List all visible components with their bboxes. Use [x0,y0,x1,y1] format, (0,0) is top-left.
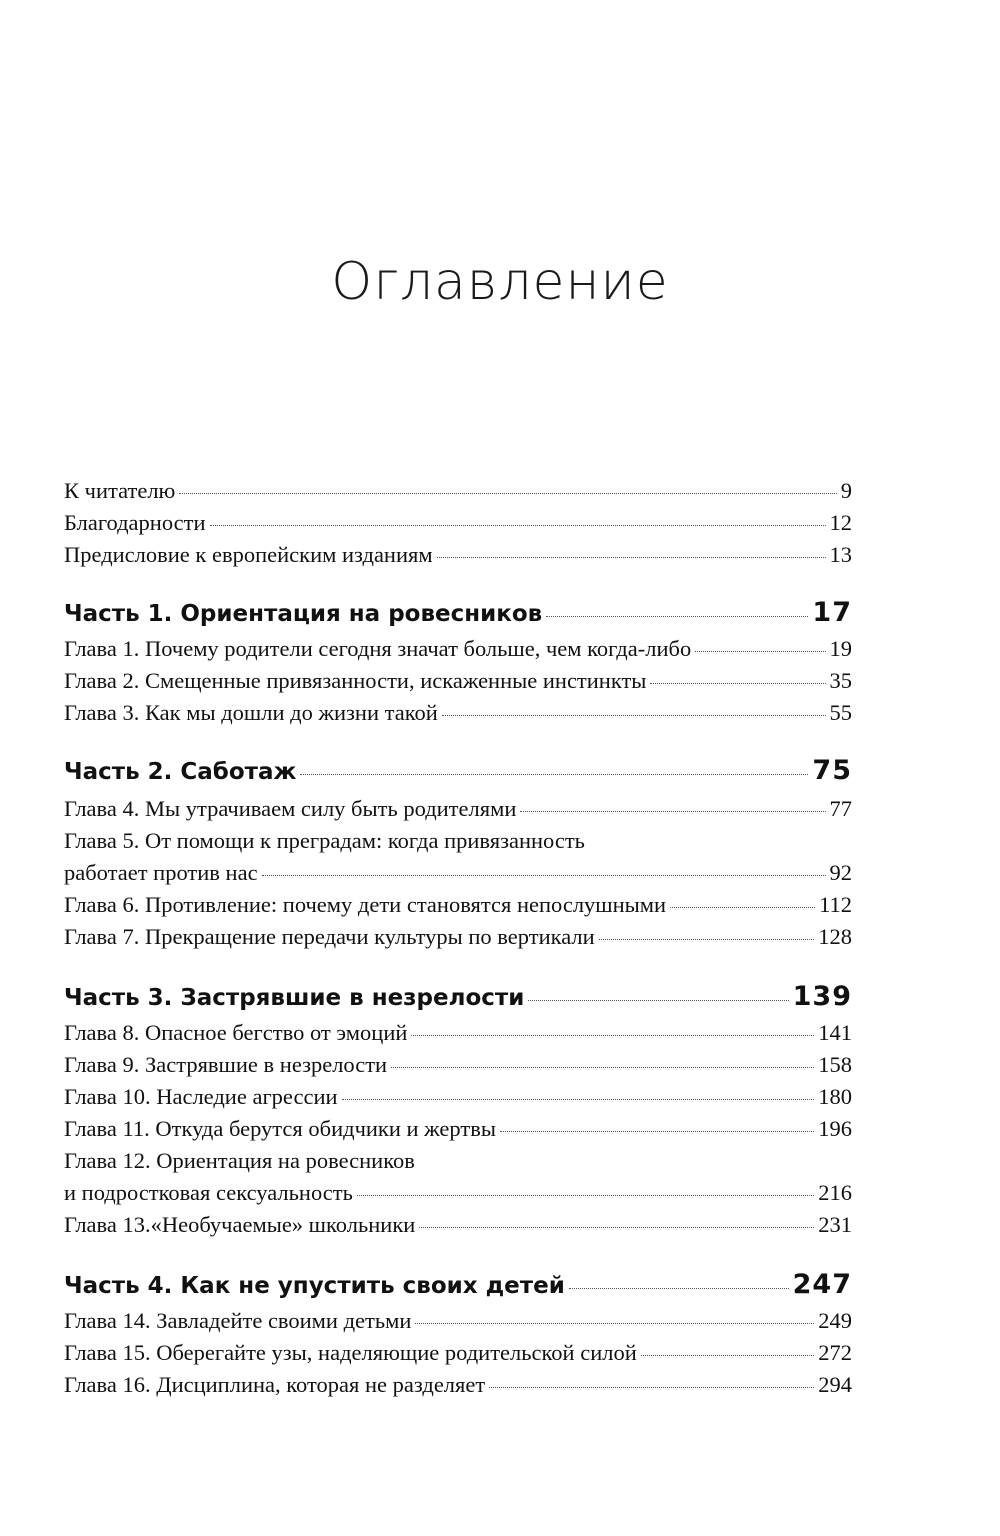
toc-entry-label: Глава 7. Прекращение передачи культуры по вертикали [64,924,595,949]
dot-leader [419,1227,814,1228]
toc-entry-label: Глава 2. Смещенные привязанности, искаженные инстинкты [64,668,647,693]
dot-leader [569,1288,789,1289]
toc-chapter-11[interactable] [64,1114,852,1144]
toc-entry-label: Глава 14. Завладейте своими детьми [64,1308,412,1333]
toc-chapter-13[interactable] [64,1210,852,1240]
toc-page-number: 77 [829,796,852,821]
toc-part-label: Часть 3. Застрявшие в незрелости [64,985,525,1011]
toc-page-number: 216 [818,1180,852,1205]
toc-page-number: 55 [829,700,852,725]
toc-chapter-4[interactable] [64,794,852,824]
toc-entry-preface[interactable] [64,540,852,570]
dot-leader [442,715,826,716]
toc-entry-label: работает против нас [64,860,258,885]
toc-chapter-16[interactable] [64,1370,852,1400]
toc-entry-label: Благодарности [64,510,206,535]
toc-chapter-6[interactable] [64,890,852,920]
toc-entry-label: Глава 9. Застрявшие в незрелости [64,1052,388,1077]
toc-entry-label: Глава 4. Мы утрачиваем силу быть родителями [64,796,517,821]
toc-page-number: 180 [818,1084,852,1109]
toc-part-3[interactable] [64,982,852,1013]
toc-entry-label: Глава 1. Почему родители сегодня значат больше, чем когда-либо [64,636,692,661]
toc-chapter-8[interactable] [64,1018,852,1048]
toc-part-label: Часть 2. Саботаж [64,759,297,785]
toc-page-number: 13 [829,542,852,567]
toc-chapter-12[interactable] [64,1178,852,1208]
toc-chapter-15[interactable] [64,1338,852,1368]
toc-chapter-10[interactable] [64,1082,852,1112]
dot-leader [599,939,815,940]
dot-leader [391,1067,814,1068]
toc-part-label: Часть 1. Ориентация на ровесников [64,601,543,627]
toc-page-number: 9 [840,478,852,503]
dot-leader [695,651,825,652]
toc-page-number: 112 [819,892,852,917]
toc-chapter-2[interactable] [64,666,852,696]
toc-entry-label: Глава 8. Опасное бегство от эмоций [64,1020,408,1045]
toc-page-number: 272 [818,1340,852,1365]
toc-chapter-7[interactable] [64,922,852,952]
toc-page-number: 158 [818,1052,852,1077]
dot-leader [489,1387,814,1388]
toc-page-number: 19 [829,636,852,661]
dot-leader [210,525,826,526]
dot-leader [411,1035,814,1036]
toc-chapter-5-line1[interactable]: Глава 5. От помощи к преградам: когда привязанность [64,828,585,853]
toc-chapter-1[interactable] [64,634,852,664]
toc-page-number: 247 [792,1269,852,1300]
page-title: Оглавление [331,252,669,312]
toc-chapter-5[interactable] [64,858,852,888]
dot-leader [342,1099,815,1100]
dot-leader [520,811,825,812]
dot-leader [262,875,826,876]
dot-leader [500,1131,814,1132]
toc-page-number: 12 [829,510,852,535]
toc-page-number: 92 [829,860,852,885]
toc-page-number: 294 [818,1372,852,1397]
toc-part-2[interactable] [64,756,852,787]
toc-page-number: 196 [818,1116,852,1141]
dot-leader [528,1000,788,1001]
toc-part-label: Часть 4. Как не упустить своих детей [64,1273,565,1299]
toc-page-number: 249 [818,1308,852,1333]
dot-leader [179,493,836,494]
toc-part-4[interactable] [64,1270,852,1301]
toc-chapter-14[interactable] [64,1306,852,1336]
toc-entry-label: Предисловие к европейским изданиям [64,542,433,567]
dot-leader [300,774,808,775]
toc-entry-reader[interactable] [64,476,852,506]
toc-chapter-3[interactable] [64,698,852,728]
toc-entry-label: Глава 11. Откуда берутся обидчики и жертвы [64,1116,496,1141]
toc-part-1[interactable] [64,598,852,629]
dot-leader [546,616,808,617]
toc-entry-label: и подростковая сексуальность [64,1180,353,1205]
toc-page-number: 128 [818,924,852,949]
toc-page-number: 17 [812,597,852,628]
toc-page-number: 141 [818,1020,852,1045]
toc-page-number: 231 [818,1212,852,1237]
toc-entry-label: Глава 16. Дисциплина, которая не разделяет [64,1372,486,1397]
dot-leader [641,1355,814,1356]
toc-entry-acknowledgements[interactable] [64,508,852,538]
toc-page-number: 35 [829,668,852,693]
dot-leader [357,1195,814,1196]
toc-entry-label: К читателю [64,478,176,503]
toc-chapter-12-line1[interactable]: Глава 12. Ориентация на ровесников [64,1148,415,1173]
toc-entry-label: Глава 6. Противление: почему дети становятся непослушными [64,892,667,917]
toc-page-number: 139 [792,981,852,1012]
toc-entry-label: Глава 10. Наследие агрессии [64,1084,338,1109]
dot-leader [437,557,826,558]
toc-chapter-9[interactable] [64,1050,852,1080]
dot-leader [650,683,825,684]
toc-entry-label: Глава 13.«Необучаемые» школьники [64,1212,416,1237]
toc-page-number: 75 [812,755,852,786]
dot-leader [670,907,815,908]
toc-entry-label: Глава 3. Как мы дошли до жизни такой [64,700,438,725]
dot-leader [415,1323,814,1324]
toc-entry-label: Глава 15. Оберегайте узы, наделяющие родительской силой [64,1340,637,1365]
